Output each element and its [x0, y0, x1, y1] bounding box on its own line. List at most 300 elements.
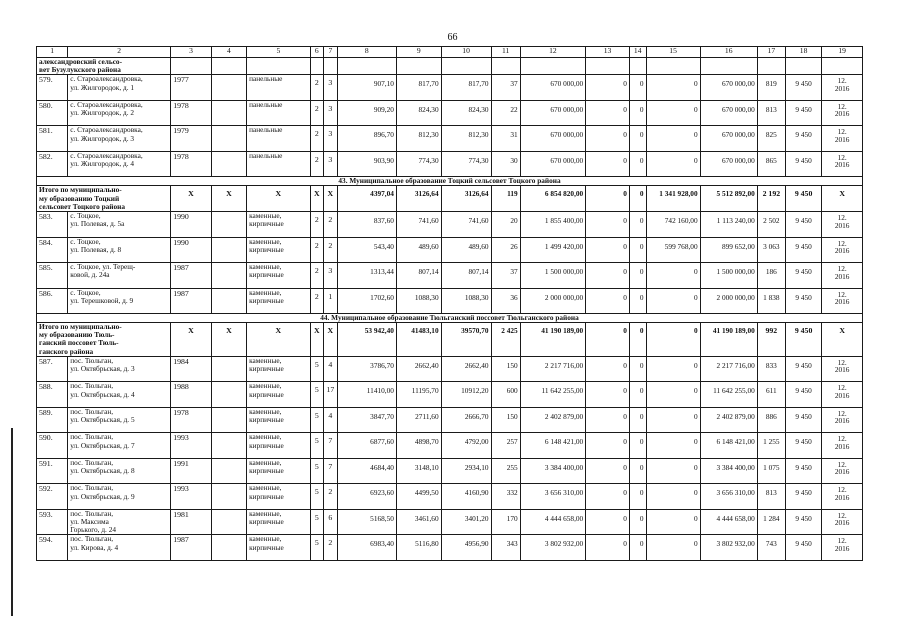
address-cell [68, 356, 171, 382]
house-row [37, 75, 863, 101]
wall-material-line: каменные, [249, 407, 282, 416]
wall-material-cell [247, 100, 310, 126]
deadline-cell [822, 126, 863, 152]
empty-cell [822, 58, 863, 75]
total-value: 119 [491, 186, 520, 212]
deadline-line: 12. [837, 152, 847, 162]
deadline-line: 12. [837, 101, 847, 111]
deadline-line: 2016 [834, 467, 850, 477]
column-number: 16 [700, 47, 757, 58]
value-cell-c14: 0 [629, 75, 646, 101]
value-cell-c8: 1702,60 [337, 288, 396, 314]
value-cell-c16: 1 113 240,00 [700, 212, 757, 238]
value-cell-c13: 0 [586, 382, 630, 408]
value-cell-c9: 4898,70 [396, 433, 441, 459]
total-value: 41 190 189,00 [520, 323, 586, 357]
total-value: X [822, 323, 863, 357]
deadline-line: 12. [837, 536, 847, 546]
value-cell-c16: 899 652,00 [700, 237, 757, 263]
value-cell-c14: 0 [629, 100, 646, 126]
column-number: 1 [37, 47, 68, 58]
value-cell-c15: 0 [646, 288, 700, 314]
wall-material-line: кирпичные [249, 440, 284, 450]
empty-cell [211, 212, 246, 238]
address-line: ул. Максима [70, 517, 109, 527]
entrances-cell: 2 [324, 484, 338, 510]
value-cell-c13: 0 [586, 100, 630, 126]
value-cell-c17: 813 [757, 100, 785, 126]
total-value: 2 192 [757, 186, 785, 212]
value-cell-c12: 670 000,00 [520, 151, 586, 177]
value-cell-c13: 0 [586, 484, 630, 510]
value-cell-c16: 3 384 400,00 [700, 458, 757, 484]
value-cell-c9: 3461,60 [396, 509, 441, 535]
value-cell-c13: 0 [586, 509, 630, 535]
address-line: ул. Октябрьская, д. 7 [70, 440, 135, 450]
address-cell [68, 535, 171, 561]
wall-material-line: каменные, [249, 262, 282, 272]
empty-cell [211, 382, 246, 408]
wall-material-line: каменные, [249, 534, 282, 544]
address-line: ул. Полевая, д. 5а [70, 219, 125, 229]
address-line: пос. Тюльган, [70, 509, 114, 518]
value-cell-c15: 0 [646, 75, 700, 101]
wall-material-line: кирпичные [249, 517, 284, 527]
value-cell-c17: 1 284 [757, 509, 785, 535]
column-number: 13 [586, 47, 630, 58]
address-cell [68, 212, 171, 238]
row-number: 590. [37, 433, 68, 459]
address-line: ул. Октябрьская, д. 8 [70, 466, 135, 476]
value-cell-c8: 5168,50 [337, 509, 396, 535]
deadline-line: 12. [837, 459, 847, 469]
deadline-line: 2016 [834, 416, 850, 426]
district-subheading [37, 58, 171, 75]
deadline-line: 2016 [834, 160, 850, 170]
value-cell-c17: 186 [757, 263, 785, 289]
value-cell-c8: 3847,70 [337, 407, 396, 433]
year-cell: 1984 [171, 356, 212, 382]
total-label-line: ганский поссовет Тюль- [39, 338, 119, 348]
empty-cell [211, 237, 246, 263]
value-cell-c14: 0 [629, 458, 646, 484]
value-cell-c16: 2 217 716,00 [700, 356, 757, 382]
total-label [37, 323, 171, 357]
empty-cell [441, 58, 491, 75]
row-number: 579. [37, 75, 68, 101]
value-cell-c9: 2711,60 [396, 407, 441, 433]
empty-cell [211, 288, 246, 314]
value-cell-c11: 600 [491, 382, 520, 408]
floors-cell: 2 [310, 75, 324, 101]
floors-cell: 2 [310, 263, 324, 289]
column-number: 14 [629, 47, 646, 58]
value-cell-c12: 3 384 400,00 [520, 458, 586, 484]
wall-material-line: панельные [249, 100, 283, 109]
value-cell-c8: 909,20 [337, 100, 396, 126]
total-value: 2 425 [491, 323, 520, 357]
deadline-line: 2016 [834, 134, 850, 144]
value-cell-c8: 6877,60 [337, 433, 396, 459]
value-cell-c8: 837,60 [337, 212, 396, 238]
year-cell: 1981 [171, 509, 212, 535]
margin-rule [11, 428, 13, 616]
house-row [37, 407, 863, 433]
address-cell [68, 237, 171, 263]
value-cell-c10: 774,30 [441, 151, 491, 177]
empty-cell [586, 58, 630, 75]
empty-cell [629, 58, 646, 75]
value-cell-c18: 9 450 [785, 433, 821, 459]
deadline-cell [822, 458, 863, 484]
value-cell-c14: 0 [629, 288, 646, 314]
value-cell-c8: 6983,40 [337, 535, 396, 561]
total-value: 0 [629, 186, 646, 212]
house-row [37, 100, 863, 126]
deadline-cell [822, 151, 863, 177]
value-cell-c8: 3786,70 [337, 356, 396, 382]
deadline-line: 12. [837, 127, 847, 137]
wall-material-line: каменные, [249, 211, 282, 221]
total-value: 0 [586, 323, 630, 357]
value-cell-c8: 896,70 [337, 126, 396, 152]
deadline-line: 12. [837, 264, 847, 274]
column-number: 2 [68, 47, 171, 58]
total-label-line: ганского района [39, 346, 94, 356]
wall-material-line: кирпичные [249, 244, 284, 254]
floors-cell: 2 [310, 212, 324, 238]
value-cell-c12: 1 500 000,00 [520, 263, 586, 289]
value-cell-c18: 9 450 [785, 126, 821, 152]
value-cell-c12: 3 656 310,00 [520, 484, 586, 510]
value-cell-c18: 9 450 [785, 288, 821, 314]
value-cell-c15: 0 [646, 126, 700, 152]
subheading-line: александровский сельсо- [39, 57, 123, 66]
wall-material-cell [247, 126, 310, 152]
subheading-row [37, 58, 863, 75]
value-cell-c13: 0 [586, 433, 630, 459]
value-cell-c18: 9 450 [785, 407, 821, 433]
entrances-cell: 2 [324, 212, 338, 238]
total-label [37, 186, 171, 212]
house-row [37, 433, 863, 459]
house-row [37, 237, 863, 263]
value-cell-c10: 741,60 [441, 212, 491, 238]
total-label-line: му образованию Тюль- [39, 330, 115, 340]
address-line: с. Тоцкое, ул. Терещ- [70, 262, 136, 272]
deadline-cell [822, 100, 863, 126]
value-cell-c15: 0 [646, 509, 700, 535]
value-cell-c13: 0 [586, 356, 630, 382]
value-cell-c9: 741,60 [396, 212, 441, 238]
entrances-cell: 3 [324, 126, 338, 152]
house-row [37, 535, 863, 561]
value-cell-c10: 4792,00 [441, 433, 491, 459]
wall-material-line: панельные [249, 74, 283, 84]
row-number: 586. [37, 288, 68, 314]
value-cell-c11: 255 [491, 458, 520, 484]
value-cell-c8: 4684,40 [337, 458, 396, 484]
year-cell: 1977 [171, 75, 212, 101]
column-number: 19 [822, 47, 863, 58]
value-cell-c10: 489,60 [441, 237, 491, 263]
empty-cell [211, 151, 246, 177]
total-value: 3126,64 [396, 186, 441, 212]
deadline-line: 2016 [834, 390, 850, 400]
value-cell-c14: 0 [629, 407, 646, 433]
year-cell: 1990 [171, 237, 212, 263]
floors-cell: 5 [310, 407, 324, 433]
value-cell-c17: 819 [757, 75, 785, 101]
empty-cell [211, 75, 246, 101]
value-cell-c18: 9 450 [785, 212, 821, 238]
column-number: 4 [211, 47, 246, 58]
empty-cell [211, 263, 246, 289]
value-cell-c17: 886 [757, 407, 785, 433]
value-cell-c11: 343 [491, 535, 520, 561]
total-value: 9 450 [785, 186, 821, 212]
house-row [37, 484, 863, 510]
value-cell-c15: 0 [646, 458, 700, 484]
value-cell-c13: 0 [586, 126, 630, 152]
value-cell-c15: 0 [646, 382, 700, 408]
value-cell-c16: 1 500 000,00 [700, 263, 757, 289]
entrances-cell: 3 [324, 151, 338, 177]
floors-cell: 5 [310, 382, 324, 408]
value-cell-c15: 0 [646, 407, 700, 433]
deadline-cell [822, 237, 863, 263]
value-cell-c11: 37 [491, 263, 520, 289]
empty-cell [211, 100, 246, 126]
total-value: 992 [757, 323, 785, 357]
deadline-line: 12. [837, 485, 847, 495]
wall-material-line: каменные, [249, 237, 282, 246]
column-number: 17 [757, 47, 785, 58]
value-cell-c10: 2662,40 [441, 356, 491, 382]
empty-cell [171, 58, 212, 75]
deadline-cell [822, 433, 863, 459]
floors-cell: 2 [310, 237, 324, 263]
floors-cell: 5 [310, 458, 324, 484]
wall-material-cell [247, 288, 310, 314]
value-cell-c13: 0 [586, 407, 630, 433]
value-cell-c13: 0 [586, 535, 630, 561]
entrances-cell: 4 [324, 407, 338, 433]
value-cell-c14: 0 [629, 433, 646, 459]
value-cell-c11: 150 [491, 356, 520, 382]
deadline-cell [822, 509, 863, 535]
floors-cell: 2 [310, 151, 324, 177]
deadline-line: 2016 [834, 365, 850, 375]
address-line: пос. Тюльган, [70, 356, 114, 365]
address-line: с. Староалександровка, [70, 125, 143, 135]
value-cell-c9: 817,70 [396, 75, 441, 101]
address-cell [68, 433, 171, 459]
address-line: ул. Жилгородок, д. 2 [70, 108, 135, 118]
total-label-line: сельсовет Тоцкого района [39, 201, 125, 211]
address-line: с. Тоцкое, [70, 237, 101, 246]
deadline-line: 2016 [834, 271, 850, 281]
deadline-cell [822, 382, 863, 408]
total-value: X [310, 186, 324, 212]
house-row [37, 382, 863, 408]
value-cell-c9: 5116,80 [396, 535, 441, 561]
house-row [37, 263, 863, 289]
wall-material-line: каменные, [249, 483, 282, 493]
year-cell: 1987 [171, 535, 212, 561]
address-line: ул. Жилгородок, д. 1 [70, 82, 135, 92]
wall-material-line: каменные, [249, 458, 282, 467]
entrances-cell: 4 [324, 356, 338, 382]
value-cell-c14: 0 [629, 126, 646, 152]
section-heading-row [37, 314, 863, 323]
empty-cell [211, 433, 246, 459]
wall-material-line: кирпичные [249, 466, 284, 476]
value-cell-c17: 833 [757, 356, 785, 382]
value-cell-c10: 824,30 [441, 100, 491, 126]
value-cell-c18: 9 450 [785, 382, 821, 408]
row-number: 580. [37, 100, 68, 126]
year-cell: 1978 [171, 407, 212, 433]
total-value: 0 [586, 186, 630, 212]
value-cell-c18: 9 450 [785, 484, 821, 510]
address-line: ул. Терешковой, д. 9 [70, 295, 134, 305]
value-cell-c13: 0 [586, 237, 630, 263]
address-cell [68, 100, 171, 126]
column-number: 3 [171, 47, 212, 58]
address-line: с. Староалександровка, [70, 151, 143, 160]
row-number: 592. [37, 484, 68, 510]
value-cell-c14: 0 [629, 509, 646, 535]
address-cell [68, 151, 171, 177]
column-number-row [37, 47, 863, 58]
year-cell: 1990 [171, 212, 212, 238]
value-cell-c9: 1088,30 [396, 288, 441, 314]
year-cell: 1978 [171, 100, 212, 126]
total-value: X [247, 323, 310, 357]
total-value: 1 341 928,00 [646, 186, 700, 212]
wall-material-line: кирпичные [249, 542, 284, 552]
value-cell-c14: 0 [629, 151, 646, 177]
row-number: 581. [37, 126, 68, 152]
deadline-line: 2016 [834, 109, 850, 119]
value-cell-c10: 2934,10 [441, 458, 491, 484]
empty-cell [757, 58, 785, 75]
deadline-cell [822, 75, 863, 101]
value-cell-c16: 4 444 658,00 [700, 509, 757, 535]
entrances-cell: 2 [324, 535, 338, 561]
value-cell-c17: 813 [757, 484, 785, 510]
value-cell-c12: 2 000 000,00 [520, 288, 586, 314]
total-value: 41 190 189,00 [700, 323, 757, 357]
deadline-line: 2016 [834, 220, 850, 230]
column-number: 6 [310, 47, 324, 58]
address-line: ул. Жилгородок, д. 4 [70, 159, 135, 169]
address-cell [68, 484, 171, 510]
wall-material-line: каменные, [249, 432, 282, 442]
value-cell-c13: 0 [586, 151, 630, 177]
row-number: 582. [37, 151, 68, 177]
deadline-line: 12. [837, 510, 847, 520]
house-row [37, 509, 863, 535]
empty-cell [211, 407, 246, 433]
value-cell-c11: 26 [491, 237, 520, 263]
value-cell-c8: 11410,00 [337, 382, 396, 408]
address-cell [68, 263, 171, 289]
column-number: 10 [441, 47, 491, 58]
value-cell-c12: 1 499 420,00 [520, 237, 586, 263]
value-cell-c17: 1 255 [757, 433, 785, 459]
deadline-line: 12. [837, 408, 847, 418]
value-cell-c12: 4 444 658,00 [520, 509, 586, 535]
empty-cell [211, 356, 246, 382]
address-cell [68, 509, 171, 535]
value-cell-c12: 6 148 421,00 [520, 433, 586, 459]
entrances-cell: 3 [324, 100, 338, 126]
floors-cell: 2 [310, 100, 324, 126]
floors-cell: 5 [310, 484, 324, 510]
value-cell-c9: 2662,40 [396, 356, 441, 382]
address-line: пос. Тюльган, [70, 483, 114, 493]
value-cell-c13: 0 [586, 263, 630, 289]
address-line: пос. Тюльган, [70, 381, 114, 391]
total-value: 0 [629, 323, 646, 357]
empty-cell [211, 458, 246, 484]
value-cell-c11: 257 [491, 433, 520, 459]
value-cell-c9: 489,60 [396, 237, 441, 263]
column-number: 15 [646, 47, 700, 58]
deadline-line: 2016 [834, 83, 850, 93]
deadline-line: 2016 [834, 518, 850, 528]
value-cell-c9: 11195,70 [396, 382, 441, 408]
value-cell-c9: 3148,10 [396, 458, 441, 484]
wall-material-cell [247, 151, 310, 177]
address-line: с. Староалександровка, [70, 74, 143, 84]
wall-material-line: кирпичные [249, 270, 284, 280]
value-cell-c10: 1088,30 [441, 288, 491, 314]
value-cell-c17: 3 063 [757, 237, 785, 263]
empty-cell [211, 484, 246, 510]
address-cell [68, 75, 171, 101]
wall-material-line: кирпичные [249, 415, 284, 425]
section-total-row [37, 186, 863, 212]
deadline-cell [822, 535, 863, 561]
total-value: X [324, 323, 338, 357]
wall-material-line: каменные, [249, 356, 282, 365]
address-line: Горького, д. 24 [70, 525, 116, 535]
deadline-cell [822, 407, 863, 433]
value-cell-c11: 332 [491, 484, 520, 510]
value-cell-c9: 4499,50 [396, 484, 441, 510]
deadline-line: 2016 [834, 492, 850, 502]
value-cell-c18: 9 450 [785, 151, 821, 177]
deadline-line: 12. [837, 289, 847, 299]
value-cell-c15: 0 [646, 151, 700, 177]
column-number: 7 [324, 47, 338, 58]
value-cell-c18: 9 450 [785, 356, 821, 382]
empty-cell [520, 58, 586, 75]
value-cell-c11: 37 [491, 75, 520, 101]
empty-cell [337, 58, 396, 75]
address-line: ул. Октябрьская, д. 5 [70, 415, 135, 425]
value-cell-c12: 670 000,00 [520, 100, 586, 126]
value-cell-c15: 0 [646, 433, 700, 459]
value-cell-c8: 543,40 [337, 237, 396, 263]
deadline-line: 2016 [834, 543, 850, 553]
empty-cell [396, 58, 441, 75]
value-cell-c14: 0 [629, 263, 646, 289]
value-cell-c14: 0 [629, 484, 646, 510]
